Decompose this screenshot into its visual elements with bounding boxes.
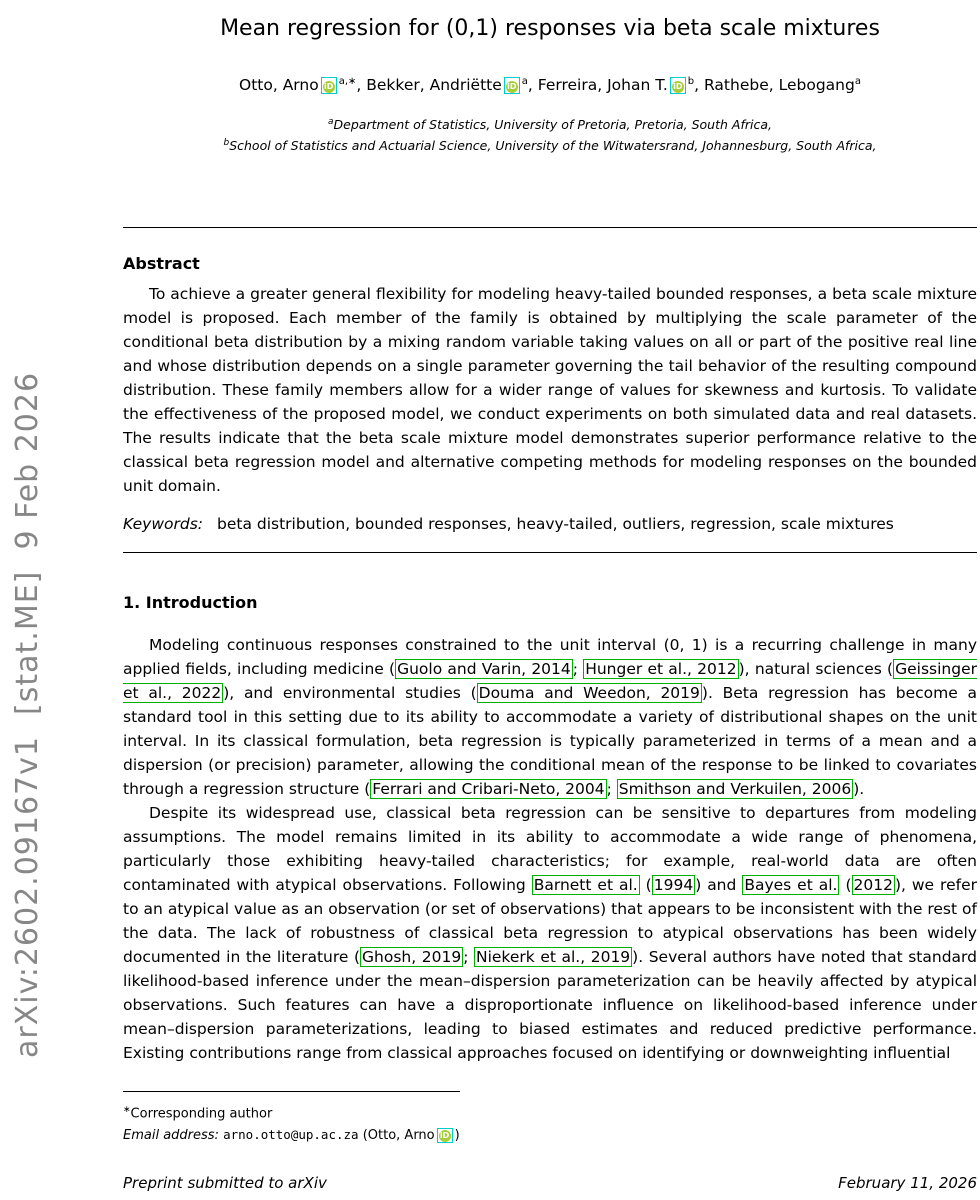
author-affiliation-sup: b bbox=[687, 76, 695, 87]
text-run: ). Several authors have noted that standard likelihood-based inference under the mean–dispersion parameterization can be heavily affected by atypical observations. Such features can have a disproportionate influence on likelihood-based inference under mean–dispersion parameterizations, leading to biased estimates and reduced predictive performance. Existing contributions range from classical approaches focused on identifying or downweighting influential bbox=[123, 948, 977, 1063]
orcid-link[interactable] bbox=[437, 1128, 453, 1143]
affiliation-text: School of Statistics and Actuarial Science, University of the Witwatersrand, Johannesburg, South Africa, bbox=[229, 138, 877, 154]
affiliation bbox=[123, 134, 977, 155]
orcid-icon: iD bbox=[439, 1130, 450, 1140]
affiliation-block bbox=[123, 113, 977, 155]
author-name: Bekker, Andriëtte bbox=[366, 76, 502, 95]
citation-link[interactable]: Bayes et al. bbox=[744, 876, 838, 895]
text-run: ), and environmental studies ( bbox=[223, 684, 477, 703]
text-run: ) and bbox=[695, 876, 743, 895]
text-run: ; bbox=[606, 780, 617, 799]
page-footer bbox=[123, 1174, 977, 1192]
author-name: Rathebe, Lebogang bbox=[704, 76, 855, 95]
affiliation bbox=[123, 113, 977, 134]
orcid-icon: iD bbox=[673, 82, 683, 92]
email-address[interactable]: arno.otto@up.ac.za bbox=[223, 1126, 359, 1142]
text-run: ), we refer to an atypical value as an observation (or set of observations) that appears to be inconsistent with the rest of the data. The lack of robustness of classical beta regression to atypical observations has been widely documented in the literature ( bbox=[123, 876, 977, 967]
divider-top bbox=[123, 227, 977, 228]
keywords-label: Keywords: bbox=[123, 515, 203, 534]
divider-keywords bbox=[123, 552, 977, 553]
abstract-text: To achieve a greater general flexibility for modeling heavy-tailed bounded responses, a beta scale mixture model is proposed. Each member of the family is obtained by multiplying the scale parameter of the conditional beta distribution by a mixing random variable taking values on all or part of the positive real line and whose distribution depends on a single parameter governing the tail behavior of the resulting compound distribution. These family members allow for a wider range of values for skewness and kurtosis. To validate the effectiveness of the proposed model, we conduct experiments on both simulated data and real datasets. The results indicate that the beta scale mixture model demonstrates superior performance relative to the classical beta regression model and alternative competing methods for modeling responses on the bounded unit domain. bbox=[123, 285, 977, 496]
footnote-block bbox=[123, 1100, 977, 1145]
email-line bbox=[123, 1125, 977, 1146]
email-close-paren: ) bbox=[454, 1127, 460, 1143]
author-affiliation-sup: a,∗ bbox=[338, 76, 357, 87]
footnote-orcid-slot bbox=[435, 1128, 455, 1143]
citation-link[interactable]: Guolo and Varin, 2014 bbox=[397, 660, 571, 679]
keywords-text: beta distribution, bounded responses, heavy-tailed, outliers, regression, scale mixtures bbox=[217, 515, 894, 534]
text-run: Modeling continuous responses constrained to the unit interval (0, 1) is a recurring challenge in many applied fields, including medicine ( bbox=[123, 636, 977, 679]
citation-link[interactable]: 2012 bbox=[853, 876, 893, 895]
author-affiliation-sup: a bbox=[854, 76, 861, 87]
text-run: ; bbox=[572, 660, 584, 679]
intro-paragraph bbox=[123, 801, 977, 1065]
intro-paragraph bbox=[123, 633, 977, 801]
footer-date: February 11, 2026 bbox=[838, 1174, 977, 1192]
paper-title: Mean regression for (0,1) responses via beta scale mixtures bbox=[220, 16, 880, 41]
affiliation-sup: b bbox=[223, 138, 230, 149]
citation-link[interactable]: Ferrari and Cribari-Neto, 2004 bbox=[372, 780, 605, 799]
citation-link[interactable]: Smithson and Verkuilen, 2006 bbox=[618, 780, 852, 799]
citation-link[interactable]: Geissinger et al., 2022 bbox=[123, 660, 977, 703]
introduction-body bbox=[123, 633, 977, 1065]
author-separator: , bbox=[694, 76, 704, 95]
affiliation-sup: a bbox=[328, 117, 334, 128]
orcid-link[interactable] bbox=[504, 77, 520, 94]
citation-link[interactable]: Douma and Weedon, 2019 bbox=[478, 684, 700, 703]
email-label: Email address: bbox=[123, 1127, 219, 1143]
text-run: ; bbox=[463, 948, 474, 967]
citation-link[interactable]: Niekerk et al., 2019 bbox=[476, 948, 631, 967]
abstract-heading: Abstract bbox=[123, 254, 200, 274]
orcid-icon: iD bbox=[507, 82, 517, 92]
text-run: Despite its widespread use, classical beta regression can be sensitive to departures from modeling assumptions. The model remains limited in its ability to accommodate a wide range of phenomena, particularly those exhibiting heavy-tailed characteristics; for example, real-world data are often contaminated with atypical observations. Following bbox=[123, 804, 977, 895]
footnote-divider bbox=[123, 1091, 460, 1092]
citation-link[interactable]: Barnett et al. bbox=[533, 876, 638, 895]
author-name: Otto, Arno bbox=[239, 76, 319, 95]
footer-preprint-note: Preprint submitted to arXiv bbox=[123, 1174, 327, 1192]
email-name-paren: (Otto, Arno bbox=[362, 1127, 435, 1143]
citation-link[interactable]: Ghosh, 2019 bbox=[362, 948, 462, 967]
section-heading-introduction: 1. Introduction bbox=[123, 593, 258, 613]
citation-link[interactable]: 1994 bbox=[653, 876, 694, 895]
keywords-line bbox=[123, 512, 977, 536]
citation-link[interactable]: Hunger et al., 2012 bbox=[585, 660, 737, 679]
text-run: ( bbox=[839, 876, 852, 895]
author-affiliation-sup: a bbox=[521, 76, 528, 87]
orcid-icon: iD bbox=[324, 82, 334, 92]
orcid-link[interactable] bbox=[321, 77, 337, 94]
text-run: ). Beta regression has become a standard tool in this setting due to its ability to accommodate a variety of distributional shapes on the unit interval. In its classical formulation, beta regression is typically parameterized in terms of a mean and a dispersion (or precision) parameter, allowing the conditional mean of the response to be linked to covariates through a regression structure ( bbox=[123, 684, 977, 799]
text-run: ). bbox=[853, 780, 865, 799]
author-line bbox=[123, 70, 977, 97]
author-separator: , bbox=[356, 76, 367, 95]
paper-content bbox=[123, 0, 977, 1146]
arxiv-watermark: arXiv:2602.09167v1 [stat.ME] 9 Feb 2026 bbox=[10, 371, 45, 1058]
author-separator: , bbox=[527, 76, 538, 95]
affiliation-text: Department of Statistics, University of Pretoria, Pretoria, South Africa, bbox=[333, 117, 772, 133]
text-run: ), natural sciences ( bbox=[738, 660, 894, 679]
author-name: Ferreira, Johan T. bbox=[537, 76, 668, 95]
corresponding-author-text: Corresponding author bbox=[130, 1106, 273, 1122]
footnote-star: ∗ bbox=[123, 1105, 131, 1116]
orcid-link[interactable] bbox=[670, 77, 686, 94]
corresponding-author-note bbox=[123, 1100, 977, 1124]
text-run: ( bbox=[639, 876, 652, 895]
